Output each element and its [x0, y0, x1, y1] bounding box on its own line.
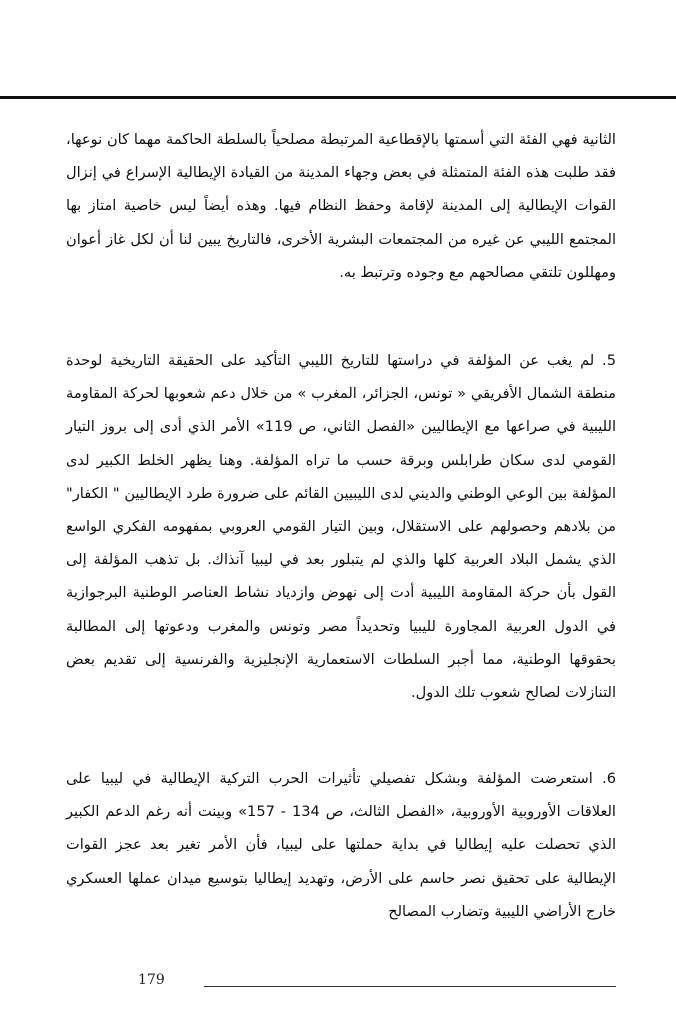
page-number: 179 [138, 972, 165, 988]
paragraph-text: 5. لم يغب عن المؤلفة في دراستها للتاريخ الليبي التأكيد على الحقيقة التاريخية لوحدة منطقة الشمال الأفريقي « تونس، الجزائر، المغرب » من خلال دعم شعوبها لحركة المقاومة الليبية في صراعها مع الإيطاليين «الفصل الثاني، ص 119» الأمر الذي أدى إلى بروز التيار القومي لدى سكان طرابلس وبرقة حسب ما تراه المؤلفة. وهنا يظهر الخلط الكبير لدى المؤلفة بين الوعي الوطني والديني لدى الليبيين القائم على ضرورة طرد الإيطاليين " الكفار" من بلادهم وحصولهم على الاستقلال، وبين التيار القومي العروبي بمفهومه الفكري الواسع الذي يشمل البلاد العربية كلها والذي لم يتبلور بعد في ليبيا آنذاك. بل تذهب المؤلفة إلى القول بأن حركة المقاومة الليبية أدت إلى نهوض وازدياد نشاط العناصر الوطنية البرجوازية في الدول العربية المجاورة لليبيا وتحديداً مصر وتونس والمغرب ودعوتها إلى المطالبة بحقوقها الوطنية، مما أجبر السلطات الاستعمارية الإنجليزية والفرنسية إلى تقديم بعض التنازلات لصالح شعوب تلك الدول. [66, 352, 617, 702]
paragraph-point-6 [66, 762, 616, 928]
paragraph-text: الثانية فهي الفئة التي أسمتها بالإقطاعية المرتبطة مصلحياً بالسلطة الحاكمة مهما كان نوعها، فقد طلبت هذه الفئة المتمثلة في بعض وجهاء المدينة من القيادة الإيطالية الإسراع في إنزال القوات الإيطالية إلى المدينة لإقامة وحفظ النظام فيها. وهذه أيضاً ليس خاصية امتاز بها المجتمع الليبي عن غيره من المجتمعات البشرية الأخرى، فالتاريخ يبين لنا أن لكل غاز أعوان ومهللون تلتقي مصالحهم مع وجوده وترتبط به. [66, 131, 616, 281]
paragraph-point-5 [66, 344, 616, 709]
page-footer [138, 968, 618, 998]
header-rule [0, 96, 676, 99]
paragraph-continuation [66, 123, 616, 289]
footer-rule [204, 986, 616, 987]
paragraph-text: 6. استعرضت المؤلفة وبشكل تفصيلي تأثيرات الحرب التركية الإيطالية في ليبيا على العلاقات الأوروبية الأوروبية، «الفصل الثالث، ص 134 - 157» وبينت أنه رغم الدعم الكبير الذي تحصلت عليه إيطاليا في بداية حملتها على ليبيا، فأن الأمر تغير بعد عجز القوات الإيطالية على تحقيق نصر حاسم على الأرض، وتهديد إيطاليا بتوسيع ميدان عملها العسكري خارج الأراضي الليبية وتضارب المصالح [66, 770, 616, 920]
